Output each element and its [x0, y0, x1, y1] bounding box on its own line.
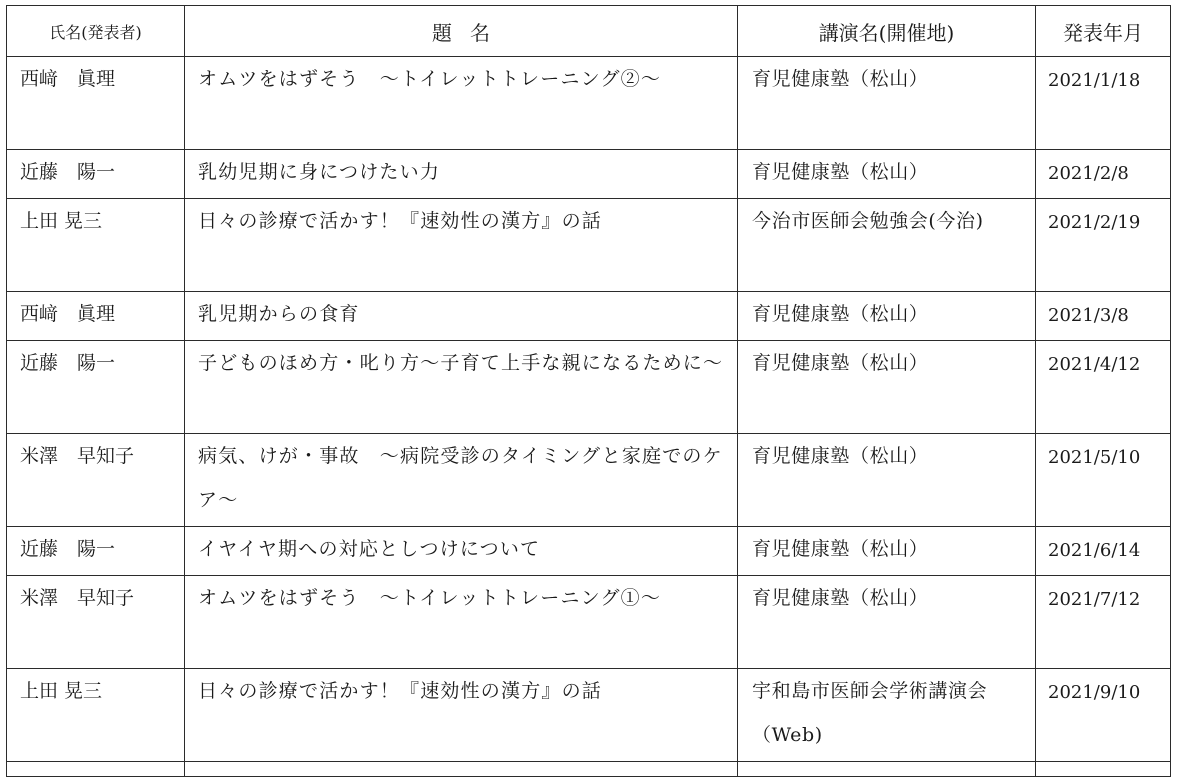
presenter-cell: 上田 晃三: [7, 199, 185, 292]
empty-cell: [185, 762, 738, 777]
date-cell: 2021/6/14: [1036, 527, 1171, 576]
date-cell: 2021/3/8: [1036, 292, 1171, 341]
venue-cell: 育児健康塾（松山）: [738, 527, 1036, 576]
venue-cell: 育児健康塾（松山）: [738, 341, 1036, 434]
date-cell: 2021/2/19: [1036, 199, 1171, 292]
table-row: [7, 341, 1171, 434]
venue-cell: 今治市医師会勉強会(今治): [738, 199, 1036, 292]
table-header: [7, 6, 1171, 57]
date-cell: 2021/7/12: [1036, 576, 1171, 669]
venue-cell: 育児健康塾（松山）: [738, 57, 1036, 150]
presenter-cell: 西﨑 眞理: [7, 57, 185, 150]
table-row-continuation: [7, 762, 1171, 777]
presentations-table: [6, 5, 1171, 777]
date-cell: 2021/4/12: [1036, 341, 1171, 434]
table-row: [7, 576, 1171, 669]
title-cell: 乳児期からの食育: [185, 292, 738, 341]
empty-cell: [1036, 762, 1171, 777]
header-title: 題名: [185, 6, 738, 57]
table-row: [7, 669, 1171, 762]
table-row: [7, 199, 1171, 292]
venue-cell: 育児健康塾（松山）: [738, 150, 1036, 199]
document-page: [6, 5, 1171, 777]
header-row: [7, 6, 1171, 57]
presenter-cell: 近藤 陽一: [7, 527, 185, 576]
header-presenter: 氏名(発表者): [7, 6, 185, 57]
title-cell: イヤイヤ期への対応としつけについて: [185, 527, 738, 576]
presenter-cell: 米澤 早知子: [7, 576, 185, 669]
date-cell: 2021/5/10: [1036, 434, 1171, 527]
table-row: [7, 150, 1171, 199]
venue-cell: 宇和島市医師会学術講演会（Web): [738, 669, 1036, 762]
title-cell: 日々の診療で活かす！『速効性の漢方』の話: [185, 669, 738, 762]
empty-cell: [738, 762, 1036, 777]
venue-cell: 育児健康塾（松山）: [738, 434, 1036, 527]
presenter-cell: 米澤 早知子: [7, 434, 185, 527]
title-cell: オムツをはずそう ～トイレットトレーニング②～: [185, 57, 738, 150]
header-venue: 講演名(開催地): [738, 6, 1036, 57]
date-cell: 2021/2/8: [1036, 150, 1171, 199]
header-date: 発表年月: [1036, 6, 1171, 57]
date-cell: 2021/9/10: [1036, 669, 1171, 762]
empty-cell: [7, 762, 185, 777]
title-cell: 病気、けが・事故 ～病院受診のタイミングと家庭でのケア～: [185, 434, 738, 527]
table-row: [7, 292, 1171, 341]
table-body: [7, 57, 1171, 777]
presenter-cell: 近藤 陽一: [7, 341, 185, 434]
presenter-cell: 近藤 陽一: [7, 150, 185, 199]
title-cell: オムツをはずそう ～トイレットトレーニング①～: [185, 576, 738, 669]
venue-cell: 育児健康塾（松山）: [738, 576, 1036, 669]
title-cell: 乳幼児期に身につけたい力: [185, 150, 738, 199]
table-row: [7, 527, 1171, 576]
presenter-cell: 西﨑 眞理: [7, 292, 185, 341]
title-cell: 日々の診療で活かす！『速効性の漢方』の話: [185, 199, 738, 292]
venue-cell: 育児健康塾（松山）: [738, 292, 1036, 341]
table-row: [7, 434, 1171, 527]
presenter-cell: 上田 晃三: [7, 669, 185, 762]
title-cell: 子どものほめ方・叱り方～子育て上手な親になるために～: [185, 341, 738, 434]
table-row: [7, 57, 1171, 150]
date-cell: 2021/1/18: [1036, 57, 1171, 150]
